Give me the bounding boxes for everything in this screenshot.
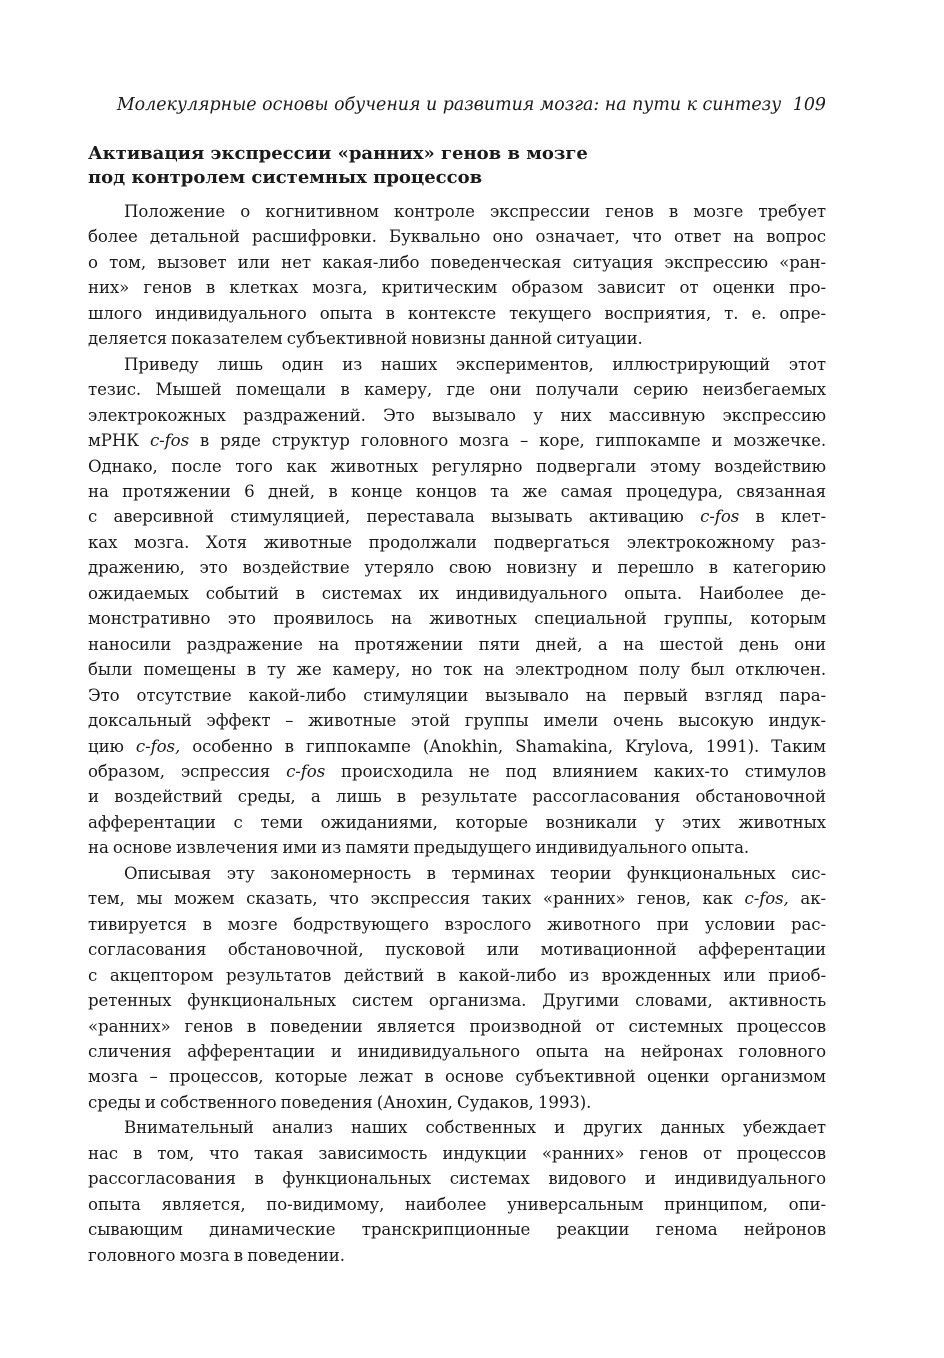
text-line: о том, вызовет или нет какая-либо поведенческая ситуация экспрессию «ран- [88,252,826,272]
text-line: опыта является, по-видимому, наиболее универсальным принципом, опи- [88,1194,826,1214]
text-line: более детальной расшифровки. Буквально оно означает, что ответ на вопрос [88,227,826,247]
text-line: наносили раздражение на протяжении пяти дней, а на шестой день они [88,634,826,654]
text-line: среды и собственного поведения (Анохин, Судаков, 1993). [88,1092,592,1112]
text-line: тем, мы можем сказать, что экспрессия таких «ранних» генов, как c-fos, ак- [88,889,827,909]
running-head [88,92,826,118]
paragraph-4 [88,1115,826,1268]
text-line: тивируется в мозге бодрствующего взрослого животного при условии рас- [88,914,826,934]
text-line: ожидаемых событий в системах их индивидуального опыта. Наиболее де- [88,583,826,603]
text-line: образом, эспрессия c-fos происходила не под влиянием каких-то стимулов [88,761,827,781]
text-line: согласования обстановочной, пусковой или мотивационной афферентации [88,940,826,960]
text-line: с акцептором результатов действий в какой-либо из врожденных или приоб- [88,965,826,985]
page-number: 109 [792,95,826,115]
text-line: «ранних» генов в поведении является производной от системных процессов [88,1016,826,1036]
gene-name: c-fos, [744,889,789,909]
text-line: сличения афферентации и инидивидуального опыта на нейронах головного [88,1041,826,1061]
text-line: и воздействий среды, а лишь в результате рассогласования обстановочной [88,787,826,807]
gene-name: c-fos [286,761,326,781]
text-line: мозга – процессов, которые лежат в основе субъективной оценки организмом [88,1067,826,1087]
text-line: мРНК c-fos в ряде структур головного мозга – коре, гиппокампе и мозжечке. [88,431,826,451]
text-line: цию c-fos, особенно в гиппокампе (Anokhin, Shamakina, Krylova, 1991). Таким [88,736,826,756]
gene-name: c-fos [700,507,740,527]
section-title-line-1: Активация экспрессии «ранних» генов в мозге [88,143,588,164]
text-line: Однако, после того как животных регулярно подвергали этому воздействию [88,456,826,476]
text-line: деляется показателем субъективной новизны данной ситуации. [88,329,643,349]
text-line: сывающим динамические транскрипционные реакции генома нейронов [88,1220,826,1240]
paragraph-3 [88,861,826,1116]
text-line: рассогласования в функциональных системах видового и индивидуального [88,1169,826,1189]
text-line: Положение о когнитивном контроле экспрессии генов в мозге требует [124,202,826,221]
text-line: Это отсутствие какой-либо стимуляции вызывало на первый взгляд пара- [88,685,826,705]
section-title-line-2: под контролем системных процессов [88,167,483,188]
page [88,92,826,1268]
text-line: Приведу лишь один из наших экспериментов, иллюстрирующий этот [124,354,826,374]
text-line: них» генов в клетках мозга, критическим образом зависит от оценки про- [88,278,826,298]
text-line: нас в том, что такая зависимость индукции «ранних» генов от процессов [88,1143,826,1163]
running-head-title: Молекулярные основы обучения и развития мозга: на пути к синтезу [116,95,782,115]
text-line: на основе извлечения ими из памяти предыдущего индивидуального опыта. [88,838,750,858]
text-line: электрокожных раздражений. Это вызывало у них массивную экспрессию [88,405,826,425]
text-line: на протяжении 6 дней, в конце концов та же самая процедура, связанная [88,481,826,501]
text-line: дражению, это воздействие утеряло свою новизну и перешло в категорию [88,558,826,578]
text-line: головного мозга в поведении. [88,1245,345,1265]
text-line: с аверсивной стимуляцией, переставала вызывать активацию c-fos в клет- [88,507,826,527]
body-text [88,199,826,1268]
text-line: монстративно это проявилось на животных специальной группы, которым [88,609,826,629]
paragraph-2 [88,352,826,861]
section-title [88,142,826,190]
text-line: ретенных функциональных систем организма. Другими словами, активность [88,991,826,1011]
text-line: были помещены в ту же камеру, но ток на электродном полу был отключен. [88,660,826,680]
text-line: афферентации с теми ожиданиями, которые возникали у этих животных [88,812,826,832]
gene-name: c-fos [149,431,189,451]
text-line: доксальный эффект – животные этой группы имели очень высокую индук- [88,711,826,731]
paragraph-1 [88,199,826,352]
text-line: Описывая эту закономерность в терминах теории функциональных сис- [124,863,826,883]
text-line: шлого индивидуального опыта в контексте текущего восприятия, т. е. опре- [88,303,826,323]
text-line: ках мозга. Хотя животные продолжали подвергаться электрокожному раз- [88,532,826,552]
text-line: тезис. Мышей помещали в камеру, где они получали серию неизбегаемых [88,380,826,400]
gene-name: c-fos, [135,736,181,756]
text-line: Внимательный анализ наших собственных и других данных убеждает [124,1118,826,1138]
